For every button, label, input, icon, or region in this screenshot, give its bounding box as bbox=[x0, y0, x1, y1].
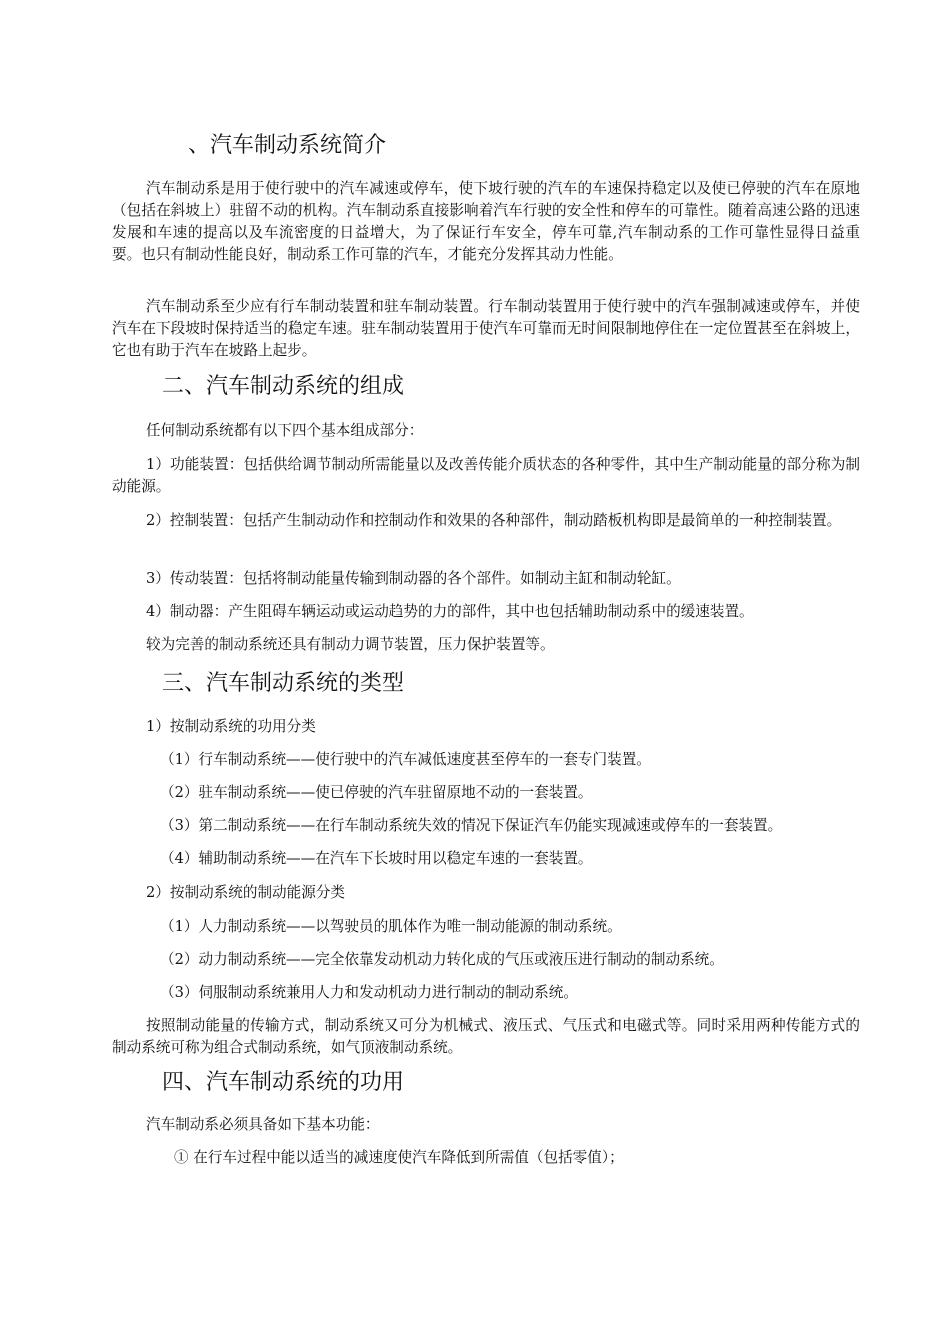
section-1-paragraph-1: 汽车制动系是用于使行驶中的汽车减速或停车，使下坡行驶的汽车的车速保持稳定以及使已停驶的汽车在原地（包括在斜坡上）驻留不动的机构。汽车制动系直接影响着汽车行驶的安全性和停车的可靠性。随着高速公路的迅速发展和车速的提高以及车流密度的日益增大，为了保证行车安全，停车可靠,汽车制动系的工作可靠性显得日益重要。也只有制动性能良好，制动系工作可靠的汽车，才能充分发挥其动力性能。 bbox=[112, 180, 860, 263]
section-1-paragraph-2: 汽车制动系至少应有行车制动装置和驻车制动装置。行车制动装置用于使行驶中的汽车强制减速或停车，并使汽车在下段坡时保持适当的稳定车速。驻车制动装置用于使汽车可靠而无时间限制地停住在一定位置甚至在斜坡上，它也有助于汽车在坡路上起步。 bbox=[112, 298, 860, 359]
section-4-item-1: ① 在行车过程中能以适当的减速度使汽车降低到所需值（包括零值）； bbox=[174, 1149, 624, 1166]
section-3-paragraph: 按照制动能量的传输方式，制动系统又可分为机械式、液压式、气压式和电磁式等。同时采用两种传能方式的制动系统可称为组合式制动系统，如气顶液制动系统。 bbox=[112, 1017, 860, 1056]
section-2-intro: 任何制动系统都有以下四个基本组成部分： bbox=[146, 422, 424, 439]
section-2-item-1: 1）功能装置：包括供给调节制动所需能量以及改善传能介质状态的各种零件，其中生产制动能量的部分称为制动能源。 bbox=[112, 456, 860, 495]
section-2-heading: 二、汽车制动系统的组成 bbox=[162, 374, 405, 399]
section-2-item-2: 2）控制装置：包括产生制动动作和控制动作和效果的各种部件，制动踏板机构即是最简单的一种控制装置。 bbox=[146, 512, 842, 529]
section-3-list-item: （2）动力制动系统——完全依靠发动机动力转化成的气压或液压进行制动的制动系统。 bbox=[160, 951, 724, 968]
section-1-heading: 、汽车制动系统简介 bbox=[188, 133, 387, 158]
section-2-item-4: 4）制动器：产生阻碍车辆运动或运动趋势的力的部件，其中也包括辅助制动系中的缓速装置。 bbox=[146, 603, 754, 620]
section-3-subheading-2: 2）按制动系统的制动能源分类 bbox=[146, 884, 346, 901]
section-3-subheading-1: 1）按制动系统的功用分类 bbox=[146, 718, 316, 735]
section-2-note: 较为完善的制动系统还具有制动力调节装置，压力保护装置等。 bbox=[146, 636, 555, 653]
section-4-intro: 汽车制动系必须具备如下基本功能： bbox=[146, 1116, 380, 1133]
section-2-item-3: 3）传动装置：包括将制动能量传输到制动器的各个部件。如制动主缸和制动轮缸。 bbox=[146, 570, 681, 587]
section-3-list-item: （3）第二制动系统——在行车制动系统失效的情况下保证汽车仍能实现减速或停车的一套装置。 bbox=[160, 817, 783, 834]
section-3-list-item: （1）行车制动系统——使行驶中的汽车减低速度甚至停车的一套专门装置。 bbox=[160, 751, 651, 768]
section-3-list-item: （2）驻车制动系统——使已停驶的汽车驻留原地不动的一套装置。 bbox=[160, 784, 593, 801]
section-4-heading: 四、汽车制动系统的功用 bbox=[162, 1070, 405, 1095]
section-3-list-item: （4）辅助制动系统——在汽车下长坡时用以稳定车速的一套装置。 bbox=[160, 850, 593, 867]
section-3-list-item: （3）伺服制动系统兼用人力和发动机动力进行制动的制动系统。 bbox=[160, 984, 578, 1001]
section-3-list-item: （1）人力制动系统——以驾驶员的肌体作为唯一制动能源的制动系统。 bbox=[160, 918, 622, 935]
section-3-heading: 三、汽车制动系统的类型 bbox=[162, 671, 405, 696]
